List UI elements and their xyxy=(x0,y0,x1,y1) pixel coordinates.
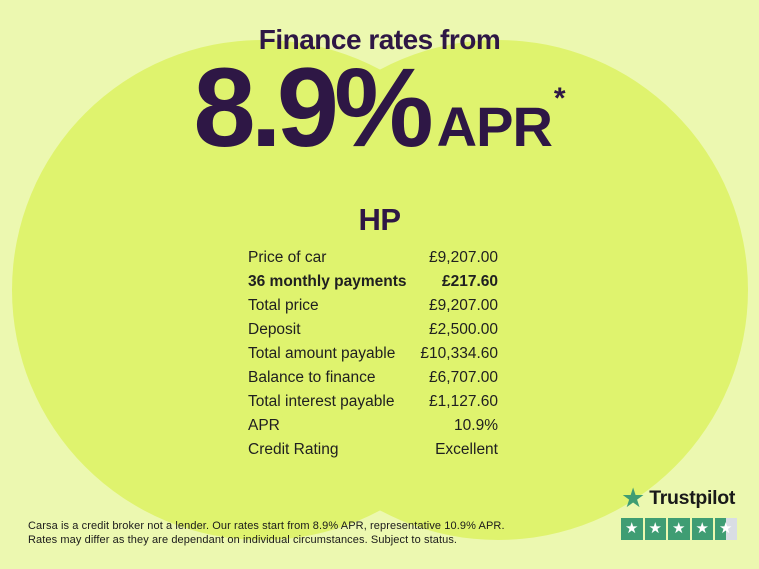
row-label: APR xyxy=(248,417,280,434)
rate-asterisk: * xyxy=(553,82,566,115)
row-label: Deposit xyxy=(248,321,301,338)
star-icon: ★ xyxy=(625,520,639,538)
trustpilot-widget[interactable] xyxy=(621,485,737,540)
row-label: Credit Rating xyxy=(248,441,339,458)
table-row xyxy=(248,417,498,441)
row-value: 10.9% xyxy=(454,417,498,434)
row-value: £217.60 xyxy=(441,273,498,290)
trustpilot-stars xyxy=(621,518,737,540)
disclaimer-text xyxy=(28,520,505,547)
finance-table xyxy=(248,249,498,465)
row-value: £9,207.00 xyxy=(429,297,498,314)
table-row xyxy=(248,249,498,273)
rating-star-box xyxy=(715,518,737,540)
table-row xyxy=(248,273,498,297)
table-row xyxy=(248,297,498,321)
row-value: £2,500.00 xyxy=(429,321,498,338)
trustpilot-logo xyxy=(621,485,737,512)
row-label: Total amount payable xyxy=(248,345,396,362)
rating-star-box xyxy=(621,518,643,540)
row-value: £1,127.60 xyxy=(429,393,498,410)
headline-rate xyxy=(0,45,759,170)
row-value: Excellent xyxy=(435,441,498,458)
table-row xyxy=(248,441,498,465)
disclaimer-line-1: Carsa is a credit broker not a lender. Our rates start from 8.9% APR, representative 10.9% APR. xyxy=(28,520,505,532)
page-title: Finance rates from xyxy=(258,24,501,55)
trustpilot-star-icon: ★ xyxy=(621,483,646,513)
star-icon: ★ xyxy=(672,520,686,538)
star-icon: ★ xyxy=(648,520,662,538)
table-row xyxy=(248,369,498,393)
row-label: Price of car xyxy=(248,249,327,266)
table-row xyxy=(248,393,498,417)
row-label: 36 monthly payments xyxy=(248,273,407,290)
rating-star-box xyxy=(692,518,714,540)
rating-star-box xyxy=(668,518,690,540)
star-icon: ★ xyxy=(695,520,709,538)
row-label: Balance to finance xyxy=(248,369,376,386)
finance-product-title: HP xyxy=(358,202,401,237)
row-value: £6,707.00 xyxy=(429,369,498,386)
table-row xyxy=(248,345,498,369)
table-row xyxy=(248,321,498,345)
rate-value: 8.9% xyxy=(193,45,429,170)
disclaimer-line-2: Rates may differ as they are dependant on individual circumstances. Subject to status. xyxy=(28,533,458,546)
row-label: Total interest payable xyxy=(248,393,395,410)
row-value: £10,334.60 xyxy=(420,345,498,362)
star-icon: ★ xyxy=(719,520,733,538)
row-label: Total price xyxy=(248,297,319,314)
rating-star-box xyxy=(645,518,667,540)
row-value: £9,207.00 xyxy=(429,249,498,266)
trustpilot-brand-text: Trustpilot xyxy=(649,487,736,509)
rate-suffix: APR xyxy=(436,95,552,158)
